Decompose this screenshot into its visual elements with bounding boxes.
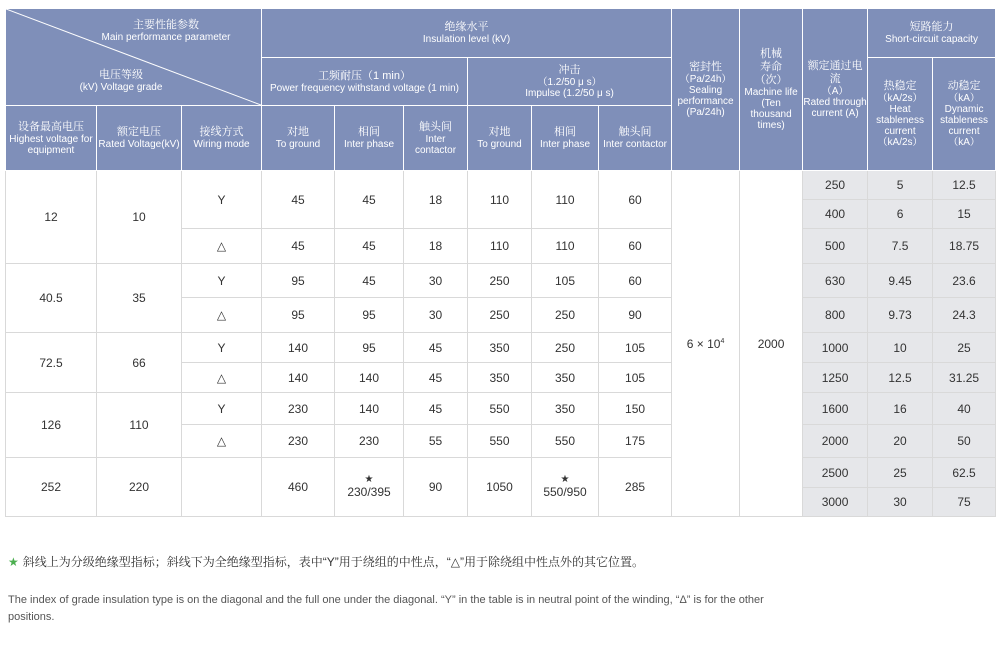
im-ground-cell: 350 bbox=[468, 363, 532, 393]
im-contactor-cell: 90 bbox=[599, 298, 672, 333]
rated-voltage-cell: 10 bbox=[97, 171, 182, 264]
star-icon: ★ bbox=[364, 474, 374, 485]
pf-ground-cell: 45 bbox=[262, 229, 335, 264]
heat-en: Heat stableness current bbox=[876, 104, 924, 137]
wiring-en: Wiring mode bbox=[193, 139, 250, 150]
dyn-unit2: （kA） bbox=[948, 137, 980, 148]
highest-voltage-cell: 72.5 bbox=[6, 333, 97, 393]
pf-contactor-cell: 90 bbox=[404, 458, 468, 517]
short-cn: 短路能力 bbox=[909, 21, 954, 33]
im-phase-header bbox=[532, 106, 599, 171]
im-phase-en: Inter phase bbox=[539, 139, 591, 150]
im-phase-cell: 110 bbox=[532, 229, 599, 264]
pf-phase-en: Inter phase bbox=[343, 139, 395, 150]
rated-voltage-cell: 220 bbox=[97, 458, 182, 517]
cn-note-text: 斜线上为分级绝缘型指标；斜线下为全绝缘型指标，表中“Y”用于绕组的中性点，“△”用于除绕组中性点外的其它位置。 bbox=[22, 555, 644, 569]
pf-phase-cell: 95 bbox=[335, 298, 404, 333]
pf-phase-cell: 140 bbox=[335, 363, 404, 393]
star-icon: ★ bbox=[8, 555, 19, 569]
wiring-mode-cell: Y bbox=[182, 171, 262, 229]
im-phase-cell: 105 bbox=[532, 264, 599, 298]
wiring-mode-cell: △ bbox=[182, 425, 262, 458]
dyn-cell: 24.3 bbox=[933, 298, 996, 333]
im-ground-cell: 110 bbox=[468, 171, 532, 229]
im-contactor-en: Inter contactor bbox=[603, 139, 667, 150]
dyn-cell: 23.6 bbox=[933, 264, 996, 298]
pf-phase-cell bbox=[335, 458, 404, 517]
hv-en: Highest voltage for equipment bbox=[9, 133, 93, 156]
wiring-mode-cell: △ bbox=[182, 229, 262, 264]
heat-cell: 10 bbox=[868, 333, 933, 363]
highest-voltage-header bbox=[6, 106, 97, 171]
heat-cell: 20 bbox=[868, 425, 933, 458]
heat-cell: 6 bbox=[868, 200, 933, 229]
im-ground-cell: 350 bbox=[468, 333, 532, 363]
im-phase-cell: 110 bbox=[532, 171, 599, 229]
dyn-cell: 75 bbox=[933, 488, 996, 517]
current-cell: 500 bbox=[803, 229, 868, 264]
rv-cn: 额定电压 bbox=[117, 126, 161, 138]
wiring-mode-cell bbox=[182, 458, 262, 517]
dyn-en: Dynamic stableness current bbox=[940, 104, 988, 137]
im-phase-cell: 350 bbox=[532, 363, 599, 393]
wiring-mode-cell: Y bbox=[182, 393, 262, 425]
pf-phase-header bbox=[335, 106, 404, 171]
dynamic-stable-header bbox=[933, 58, 996, 171]
pf-contactor-cell: 30 bbox=[404, 264, 468, 298]
im-ground-cell: 110 bbox=[468, 229, 532, 264]
pf-ground-cell: 95 bbox=[262, 264, 335, 298]
heat-cell: 30 bbox=[868, 488, 933, 517]
impulse-header bbox=[468, 58, 672, 106]
current-cell: 1000 bbox=[803, 333, 868, 363]
en-note: The index of grade insulation type is on the diagonal and the full one under the diagonal. “Y” in the table is in neutral point of the winding, “Δ” is for the other positions. bbox=[8, 594, 764, 623]
sealing-cn: 密封性 bbox=[689, 61, 723, 73]
current-cell: 2000 bbox=[803, 425, 868, 458]
heat-cell: 9.45 bbox=[868, 264, 933, 298]
im-phase-value: 550/950 bbox=[543, 485, 587, 499]
sealing-exp: 4 bbox=[720, 337, 725, 345]
heat-cell: 9.73 bbox=[868, 298, 933, 333]
spec-table bbox=[5, 8, 996, 517]
im-contactor-cell: 60 bbox=[599, 264, 672, 298]
pf-phase-cell: 140 bbox=[335, 393, 404, 425]
im-contactor-cell: 105 bbox=[599, 333, 672, 363]
pf-phase-cell: 45 bbox=[335, 171, 404, 229]
voltage-grade-cn: 电压等级 bbox=[99, 69, 143, 81]
im-contactor-cell: 60 bbox=[599, 171, 672, 229]
sealing-unit: （Pa/24h） bbox=[679, 74, 732, 85]
im-phase-cell: 350 bbox=[532, 393, 599, 425]
dyn-cell: 62.5 bbox=[933, 458, 996, 488]
pf-contactor-cn: 触头间 bbox=[419, 120, 453, 133]
heat-cn: 热稳定 bbox=[883, 80, 917, 92]
pf-ground-cell: 45 bbox=[262, 171, 335, 229]
rated-unit: （A） bbox=[821, 86, 849, 97]
heat-cell: 7.5 bbox=[868, 229, 933, 264]
im-ground-en: To ground bbox=[477, 139, 522, 150]
wiring-mode-header bbox=[182, 106, 262, 171]
insulation-en: Insulation level (kV) bbox=[422, 34, 511, 45]
dyn-cell: 12.5 bbox=[933, 171, 996, 200]
im-ground-cell: 250 bbox=[468, 264, 532, 298]
im-ground-cell: 550 bbox=[468, 425, 532, 458]
rated-voltage-header bbox=[97, 106, 182, 171]
machine-en: Machine life (Ten thousand times) bbox=[744, 87, 798, 131]
pf-ground-cell: 230 bbox=[262, 393, 335, 425]
pf-contactor-en: Inter contactor bbox=[414, 133, 457, 156]
pf-contactor-header bbox=[404, 106, 468, 171]
pf-contactor-cell: 18 bbox=[404, 229, 468, 264]
wiring-cn: 接线方式 bbox=[199, 126, 244, 138]
current-cell: 1250 bbox=[803, 363, 868, 393]
rated-cn: 额定通过电流 bbox=[807, 60, 863, 85]
pf-ground-cell: 460 bbox=[262, 458, 335, 517]
dyn-cell: 18.75 bbox=[933, 229, 996, 264]
rated-en: Rated through current (A) bbox=[803, 97, 867, 119]
heat-cell: 5 bbox=[868, 171, 933, 200]
machine-life-header bbox=[740, 9, 803, 171]
rated-voltage-cell: 66 bbox=[97, 333, 182, 393]
hv-cn: 设备最高电压 bbox=[18, 120, 84, 133]
heat-unit2: （kA/2s） bbox=[877, 137, 923, 148]
rated-voltage-cell: 35 bbox=[97, 264, 182, 333]
im-ground-header bbox=[468, 106, 532, 171]
pf-contactor-cell: 45 bbox=[404, 393, 468, 425]
highest-voltage-cell: 12 bbox=[6, 171, 97, 264]
im-phase-cell: 550 bbox=[532, 425, 599, 458]
heat-unit: （kA/2s） bbox=[877, 93, 923, 104]
im-ground-cell: 550 bbox=[468, 393, 532, 425]
impulse-sub: （1.2/50 μ s） bbox=[537, 77, 602, 88]
impulse-cn: 冲击 bbox=[558, 64, 581, 76]
im-phase-cn: 相间 bbox=[554, 126, 577, 138]
pf-ground-header bbox=[262, 106, 335, 171]
power-freq-header bbox=[262, 58, 468, 106]
current-cell: 250 bbox=[803, 171, 868, 200]
im-contactor-cn: 触头间 bbox=[618, 126, 652, 138]
sealing-header bbox=[672, 9, 740, 171]
sealing-base: 6 × 10 bbox=[686, 336, 721, 351]
rv-en: Rated Voltage(kV) bbox=[98, 139, 180, 150]
voltage-grade-diagonal-header bbox=[6, 9, 262, 106]
im-phase-cell: 250 bbox=[532, 333, 599, 363]
pf-phase-cell: 45 bbox=[335, 264, 404, 298]
dyn-cell: 50 bbox=[933, 425, 996, 458]
pf-contactor-cell: 45 bbox=[404, 363, 468, 393]
heat-cell: 16 bbox=[868, 393, 933, 425]
im-ground-cn: 对地 bbox=[488, 126, 511, 138]
star-icon: ★ bbox=[560, 474, 570, 485]
voltage-grade-en: (kV) Voltage grade bbox=[79, 82, 163, 93]
current-cell: 1600 bbox=[803, 393, 868, 425]
dyn-cell: 31.25 bbox=[933, 363, 996, 393]
highest-voltage-cell: 126 bbox=[6, 393, 97, 458]
rated-current-header bbox=[803, 9, 868, 171]
current-cell: 2500 bbox=[803, 458, 868, 488]
im-contactor-cell: 60 bbox=[599, 229, 672, 264]
dyn-cn: 动稳定 bbox=[947, 80, 981, 92]
cn-note bbox=[8, 553, 644, 570]
pf-phase-cell: 95 bbox=[335, 333, 404, 363]
im-ground-cell: 1050 bbox=[468, 458, 532, 517]
current-cell: 3000 bbox=[803, 488, 868, 517]
pf-ground-cell: 140 bbox=[262, 363, 335, 393]
machine-life-cell: 2000 bbox=[740, 171, 803, 517]
im-contactor-header bbox=[599, 106, 672, 171]
pf-phase-cn: 相间 bbox=[358, 126, 381, 138]
im-contactor-cell: 285 bbox=[599, 458, 672, 517]
dyn-cell: 25 bbox=[933, 333, 996, 363]
machine-cn1: 机械 bbox=[760, 48, 783, 60]
sealing-en: Sealing performance (Pa/24h) bbox=[677, 85, 734, 118]
pf-contactor-cell: 45 bbox=[404, 333, 468, 363]
sealing-cell bbox=[672, 171, 740, 517]
im-contactor-cell: 105 bbox=[599, 363, 672, 393]
pf-ground-en: To ground bbox=[275, 139, 321, 150]
im-contactor-cell: 175 bbox=[599, 425, 672, 458]
power-freq-cn: 工频耐压（1 min） bbox=[318, 69, 411, 82]
heat-stable-header bbox=[868, 58, 933, 171]
current-cell: 400 bbox=[803, 200, 868, 229]
wiring-mode-cell: △ bbox=[182, 298, 262, 333]
pf-ground-cell: 140 bbox=[262, 333, 335, 363]
pf-ground-cn: 对地 bbox=[287, 126, 310, 138]
dyn-unit: （kA） bbox=[948, 93, 980, 104]
wiring-mode-cell: △ bbox=[182, 363, 262, 393]
pf-contactor-cell: 18 bbox=[404, 171, 468, 229]
pf-phase-cell: 230 bbox=[335, 425, 404, 458]
dyn-cell: 40 bbox=[933, 393, 996, 425]
impulse-en: Impulse (1.2/50 μ s) bbox=[525, 88, 614, 99]
highest-voltage-cell: 252 bbox=[6, 458, 97, 517]
heat-cell: 25 bbox=[868, 458, 933, 488]
current-cell: 800 bbox=[803, 298, 868, 333]
im-phase-cell: 250 bbox=[532, 298, 599, 333]
pf-ground-cell: 230 bbox=[262, 425, 335, 458]
im-phase-cell bbox=[532, 458, 599, 517]
short-en: Short-circuit capacity bbox=[885, 34, 978, 45]
im-contactor-cell: 150 bbox=[599, 393, 672, 425]
pf-phase-cell: 45 bbox=[335, 229, 404, 264]
current-cell: 630 bbox=[803, 264, 868, 298]
heat-cell: 12.5 bbox=[868, 363, 933, 393]
insulation-header bbox=[262, 9, 672, 58]
spec-body bbox=[6, 171, 996, 517]
pf-contactor-cell: 30 bbox=[404, 298, 468, 333]
wiring-mode-cell: Y bbox=[182, 333, 262, 363]
pf-phase-value: 230/395 bbox=[347, 485, 391, 499]
dyn-cell: 15 bbox=[933, 200, 996, 229]
pf-contactor-cell: 55 bbox=[404, 425, 468, 458]
rated-voltage-cell: 110 bbox=[97, 393, 182, 458]
insulation-cn: 绝缘水平 bbox=[444, 21, 489, 33]
wiring-mode-cell: Y bbox=[182, 264, 262, 298]
main-perf-cn: 主要性能参数 bbox=[133, 19, 200, 31]
power-freq-en: Power frequency withstand voltage (1 min) bbox=[270, 82, 459, 94]
im-ground-cell: 250 bbox=[468, 298, 532, 333]
main-perf-en: Main performance parameter bbox=[101, 32, 231, 43]
pf-ground-cell: 95 bbox=[262, 298, 335, 333]
machine-unit: （次） bbox=[754, 74, 788, 86]
short-circuit-header bbox=[868, 9, 996, 58]
highest-voltage-cell: 40.5 bbox=[6, 264, 97, 333]
machine-cn2: 寿命 bbox=[760, 61, 783, 73]
